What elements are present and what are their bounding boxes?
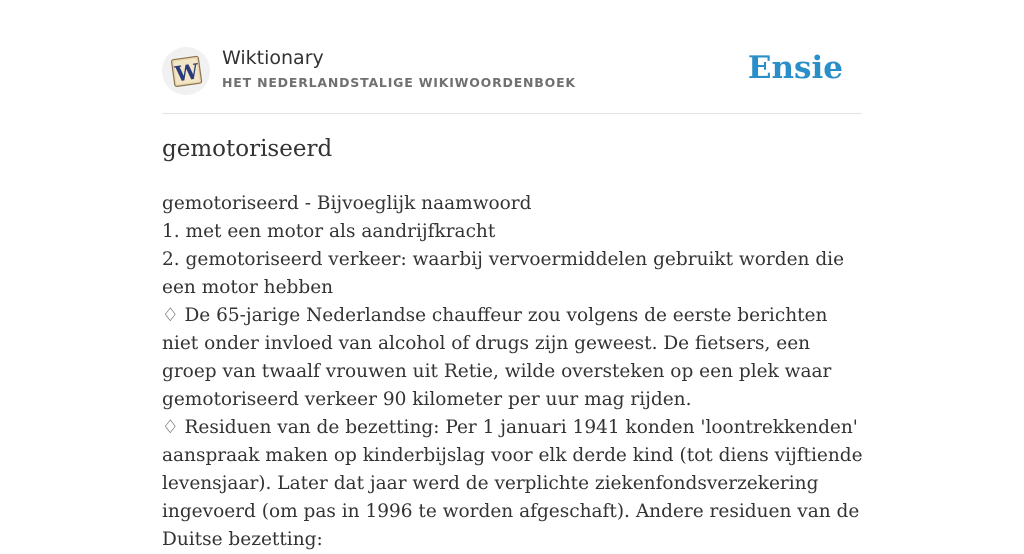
- wiktionary-logo-icon[interactable]: [162, 47, 210, 95]
- site-header: [162, 44, 862, 100]
- entry-content: [162, 190, 864, 554]
- page-title: gemotoriseerd: [162, 136, 333, 162]
- svg-text:W: W: [173, 58, 201, 87]
- site-name[interactable]: Wiktionary: [222, 47, 324, 69]
- ensie-brand-link[interactable]: Ensie: [747, 50, 843, 86]
- definition-item: 1. met een motor als aandrijfkracht: [162, 221, 496, 242]
- site-tagline: HET NEDERLANDSTALIGE WIKIWOORDENBOEK: [222, 75, 576, 90]
- definition-item: 2. gemotoriseerd verkeer: waarbij vervoermiddelen gebruikt worden die een motor hebben: [162, 249, 845, 298]
- example-item: ♢ Residuen van de bezetting: Per 1 januari 1941 konden 'loontrekkenden' aanspraak maken op kinderbijslag voor elk derde kind (tot diens vijftiende levensjaar). Later dat jaar werd de verplichte ziekenfondsverzekering ingevoerd (om pas in 1996 te worden afgeschaft). Andere residuen van de Duitse bezetting:: [162, 417, 863, 550]
- entry-heading: gemotoriseerd - Bijvoeglijk naamwoord: [162, 193, 532, 214]
- example-item: ♢ De 65-jarige Nederlandse chauffeur zou volgens de eerste berichten niet onder invloed van alcohol of drugs zijn geweest. De fietsers, een groep van twaalf vrouwen uit Retie, wilde oversteken op een plek waar gemotoriseerd verkeer 90 kilometer per uur mag rijden.: [162, 305, 832, 410]
- header-divider: [162, 113, 862, 114]
